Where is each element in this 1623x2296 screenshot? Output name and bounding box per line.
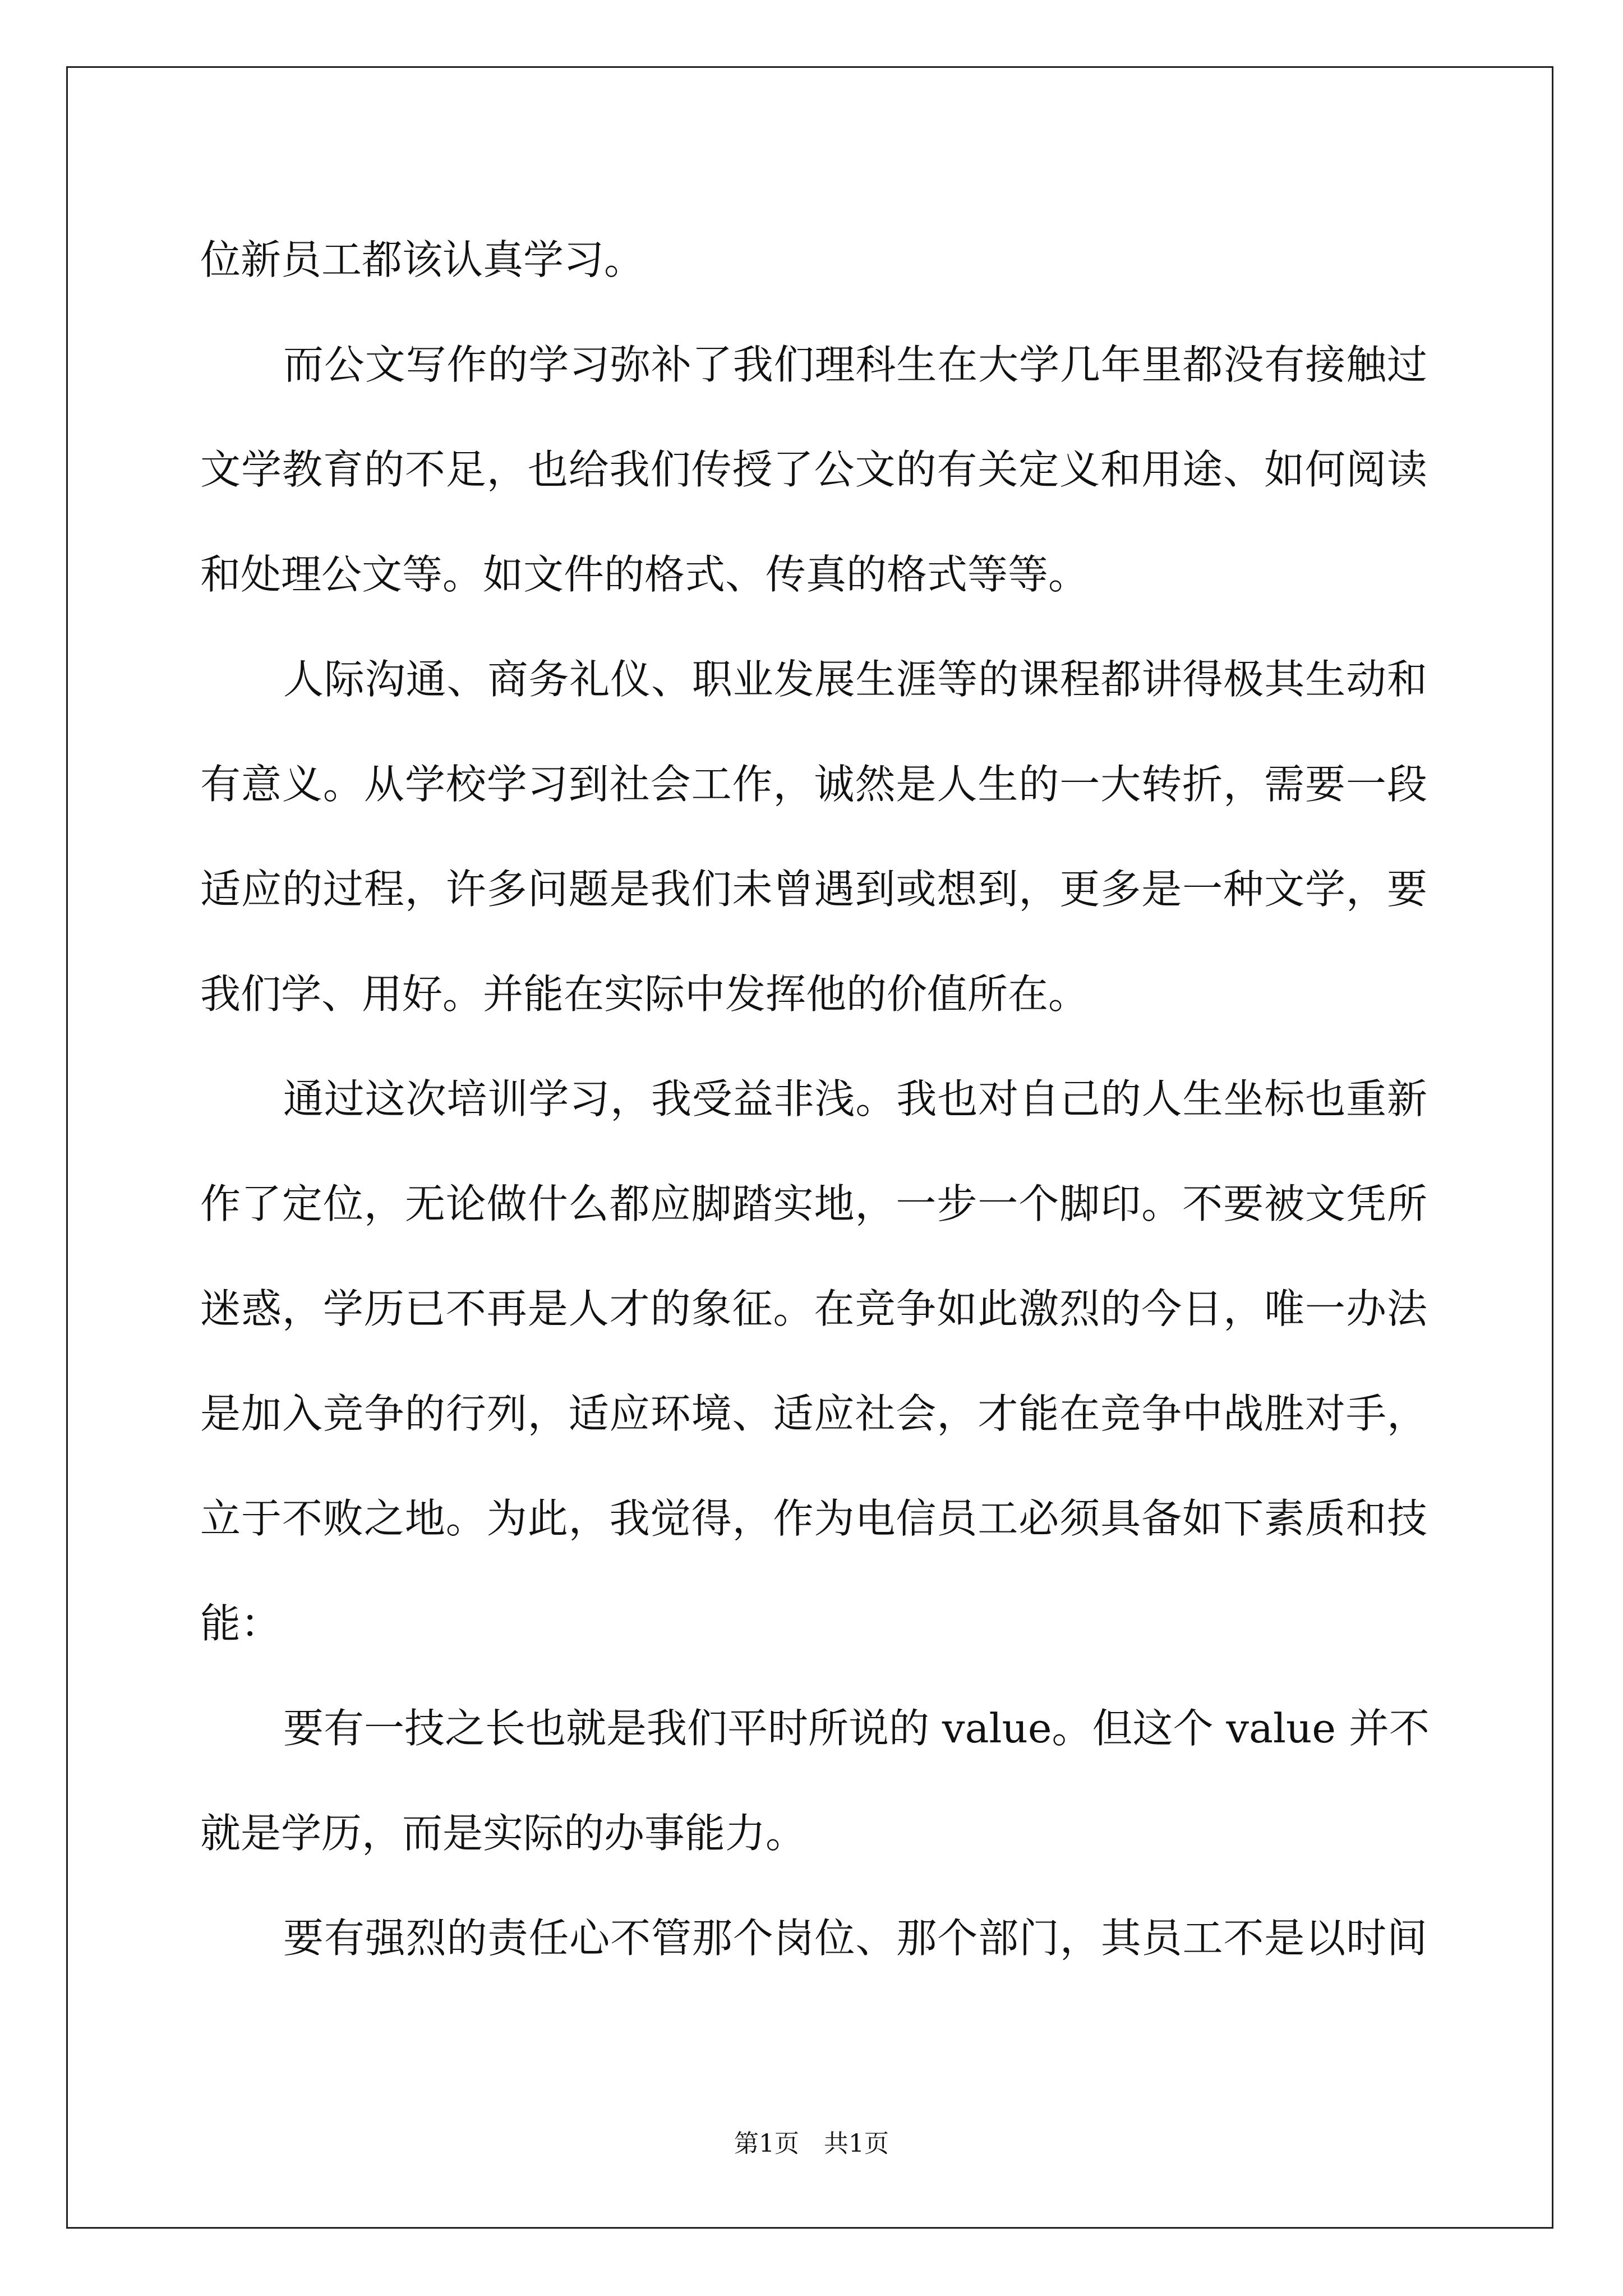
document-body <box>200 208 1430 1991</box>
text-line: 要有一技之长也就是我们平时所说的 value。但这个 value 并不 <box>283 1705 1430 1752</box>
page-number-footer: 第1页 共1页 <box>734 2129 889 2158</box>
text-line: 作了定位，无论做什么都应脚踏实地，一步一个脚印。不要被文凭所 <box>200 1180 1427 1227</box>
text-line: 迷惑，学历已不再是人才的象征。在竞争如此激烈的今日，唯一办法 <box>200 1285 1427 1332</box>
text-line: 位新员工都该认真学习。 <box>200 236 645 283</box>
text-line: 是加入竞争的行列，适应环境、适应社会，才能在竞争中战胜对手， <box>200 1390 1427 1437</box>
text-line: 有意义。从学校学习到社会工作，诚然是人生的一大转折，需要一段 <box>200 761 1427 808</box>
text-line: 人际沟通、商务礼仪、职业发展生涯等的课程都讲得极其生动和 <box>283 656 1427 703</box>
text-line: 我们学、用好。并能在实际中发挥他的价值所在。 <box>200 970 1089 1018</box>
text-line: 适应的过程，许多问题是我们未曾遇到或想到，更多是一种文学，要 <box>200 866 1427 913</box>
text-line: 立于不败之地。为此，我觉得，作为电信员工必须具备如下素质和技 <box>200 1495 1427 1542</box>
text-line: 就是学历，而是实际的办事能力。 <box>200 1810 806 1857</box>
text-line: 通过这次培训学习，我受益非浅。我也对自己的人生坐标也重新 <box>283 1075 1427 1122</box>
text-line: 能： <box>200 1600 282 1647</box>
text-line: 要有强烈的责任心不管那个岗位、那个部门，其员工不是以时间 <box>283 1915 1427 1962</box>
text-line: 而公文写作的学习弥补了我们理科生在大学几年里都没有接触过 <box>283 341 1427 388</box>
text-line: 和处理公文等。如文件的格式、传真的格式等等。 <box>200 551 1089 598</box>
text-line: 文学教育的不足，也给我们传授了公文的有关定义和用途、如何阅读 <box>200 446 1427 493</box>
